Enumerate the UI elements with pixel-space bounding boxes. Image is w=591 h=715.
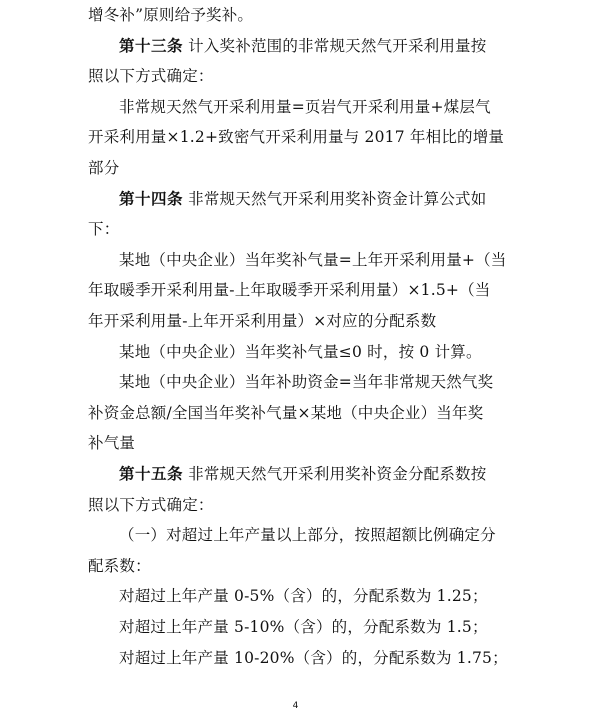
text-line — [0, 612, 591, 642]
text-line — [0, 398, 591, 428]
text-run: 年开采利用量-上年开采利用量）×对应的分配系数 — [88, 312, 437, 330]
text-line — [0, 520, 591, 550]
text-run: 非常规天然气开采利用奖补资金分配系数按 — [183, 465, 487, 483]
text-line — [0, 214, 591, 244]
text-run: （一）对超过上年产量以上部分，按照超额比例确定分 — [119, 526, 496, 545]
text-line — [0, 643, 591, 673]
text-run: 补资金总额/全国当年奖补气量×某地（中央企业）当年奖 — [88, 403, 484, 422]
text-line — [0, 306, 591, 336]
text-run: 照以下方式确定： — [88, 67, 214, 86]
text-run: 非常规天然气开采利用奖补资金计算公式如 — [183, 189, 487, 208]
text-run: 对超过上年产量 0-5%（含）的，分配系数为 1.25； — [119, 587, 488, 606]
text-line — [0, 275, 591, 305]
page-number: 4 — [292, 701, 299, 711]
text-run: 非常规天然气开采利用量=页岩气开采利用量+煤层气 — [119, 97, 491, 116]
text-run: 对超过上年产量 10-20%（含）的，分配系数为 1.75； — [119, 648, 508, 667]
text-line — [0, 31, 591, 61]
text-run: 开采利用量×1.2+致密气开采利用量与 2017 年相比的增量 — [88, 128, 505, 147]
article-heading: 第十三条 — [119, 36, 184, 55]
text-run: 计入奖补范围的非常规天然气开采利用量按 — [183, 36, 487, 55]
text-run: 某地（中央企业）当年奖补气量≤0 时，按 0 计算。 — [119, 342, 482, 361]
text-line — [0, 490, 591, 520]
text-line — [0, 428, 591, 458]
text-line — [0, 61, 591, 91]
text-line — [0, 337, 591, 367]
text-line — [0, 92, 591, 122]
text-line — [0, 581, 591, 611]
text-line — [0, 459, 591, 489]
text-line — [0, 153, 591, 183]
article-heading: 第十五条 — [119, 465, 184, 483]
article-heading: 第十四条 — [119, 189, 184, 208]
text-run: 部分 — [88, 159, 120, 177]
text-run: 某地（中央企业）当年奖补气量=上年开采利用量+（当 — [119, 250, 507, 269]
text-line — [0, 551, 591, 581]
text-line — [0, 367, 591, 397]
text-run: 增冬补”原则给予奖补。 — [88, 6, 254, 24]
text-run: 补气量 — [88, 434, 136, 453]
text-run: 某地（中央企业）当年补助资金=当年非常规天然气奖 — [119, 373, 494, 392]
text-line — [0, 122, 591, 152]
text-line — [0, 0, 591, 30]
text-line — [0, 184, 591, 214]
text-run: 下： — [88, 220, 120, 239]
text-run: 照以下方式确定： — [88, 495, 214, 514]
text-run: 对超过上年产量 5-10%（含）的，分配系数为 1.5； — [119, 618, 488, 636]
text-run: 配系数： — [88, 556, 151, 575]
text-line — [0, 245, 591, 275]
text-run: 年取暖季开采利用量-上年取暖季开采利用量）×1.5+（当 — [88, 281, 491, 300]
